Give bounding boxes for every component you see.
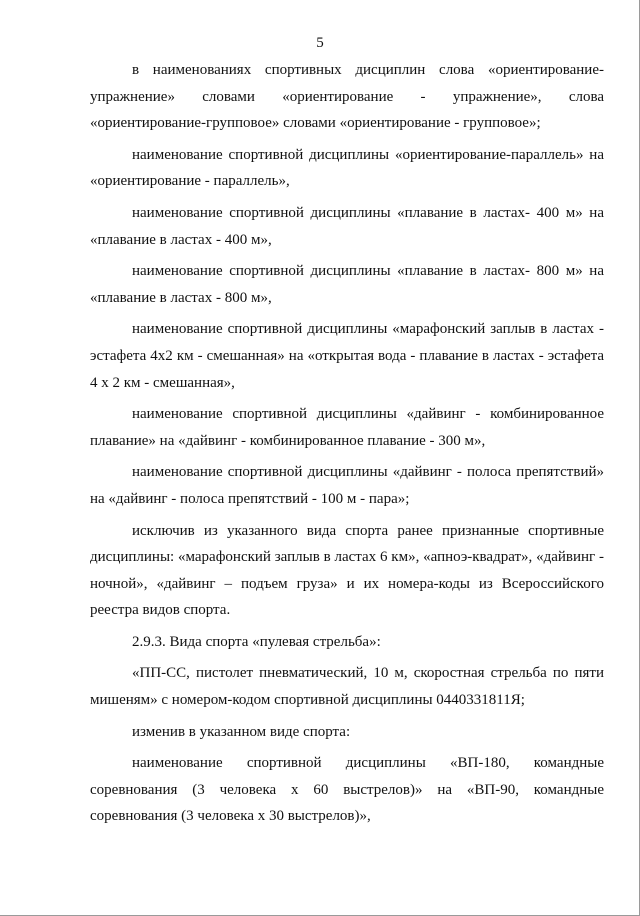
document-body bbox=[90, 57, 604, 830]
page-number: 5 bbox=[316, 35, 324, 51]
paragraph-fins-800m: наименование спортивной дисциплины «плавание в ластах- 800 м» на «плавание в ластах - 800 м», bbox=[90, 263, 604, 306]
paragraph-diving-combined: наименование спортивной дисциплины «дайвинг - комбинированное плавание» на «дайвинг - комбинированное плавание - 300 м», bbox=[90, 406, 604, 449]
paragraph-changes-intro: изменив в указанном виде спорта: bbox=[132, 723, 351, 740]
paragraph-diving-obstacles: наименование спортивной дисциплины «дайвинг - полоса препятствий» на «дайвинг - полоса препятствий - 100 м - пара»; bbox=[90, 464, 604, 507]
paragraph-orienteering-names: в наименованиях спортивных дисциплин слова «ориентирование-упражнение» словами «ориентирование - упражнение», слова «ориентирование-групповое» словами «ориентирование - групповое»; bbox=[90, 62, 604, 132]
paragraph-fins-400m: наименование спортивной дисциплины «плавание в ластах- 400 м» на «плавание в ластах - 400 м», bbox=[90, 204, 604, 248]
paragraph-pistol-discipline: «ПП-СС, пистолет пневматический, 10 м, скоростная стрельба по пяти мишеням» с номером-кодом спортивной дисциплины 0440331811Я; bbox=[90, 665, 604, 709]
section-heading-shooting: 2.9.3. Вида спорта «пулевая стрельба»: bbox=[132, 633, 381, 650]
paragraph-excluded-disciplines: исключив из указанного вида спорта ранее признанные спортивные дисциплины: «марафонский заплыв в ластах 6 км», «апноэ-квадрат», «дайвинг - ночной», «дайвинг – подъем груза» и их номера-коды из Всероссийского реестра видов спорта. bbox=[90, 522, 604, 619]
paragraph-orienteering-parallel: наименование спортивной дисциплины «ориентирование-параллель» на «ориентирование - параллель», bbox=[90, 146, 604, 190]
paragraph-vp-team: наименование спортивной дисциплины «ВП-180, командные соревнования (3 человека х 60 выстрелов)» на «ВП-90, командные соревнования (3 человека х 30 выстрелов)», bbox=[90, 755, 604, 825]
paragraph-marathon-relay: наименование спортивной дисциплины «марафонский заплыв в ластах - эстафета 4х2 км - смешанная» на «открытая вода - плавание в ластах - эстафета 4 х 2 км - смешанная», bbox=[90, 321, 604, 391]
